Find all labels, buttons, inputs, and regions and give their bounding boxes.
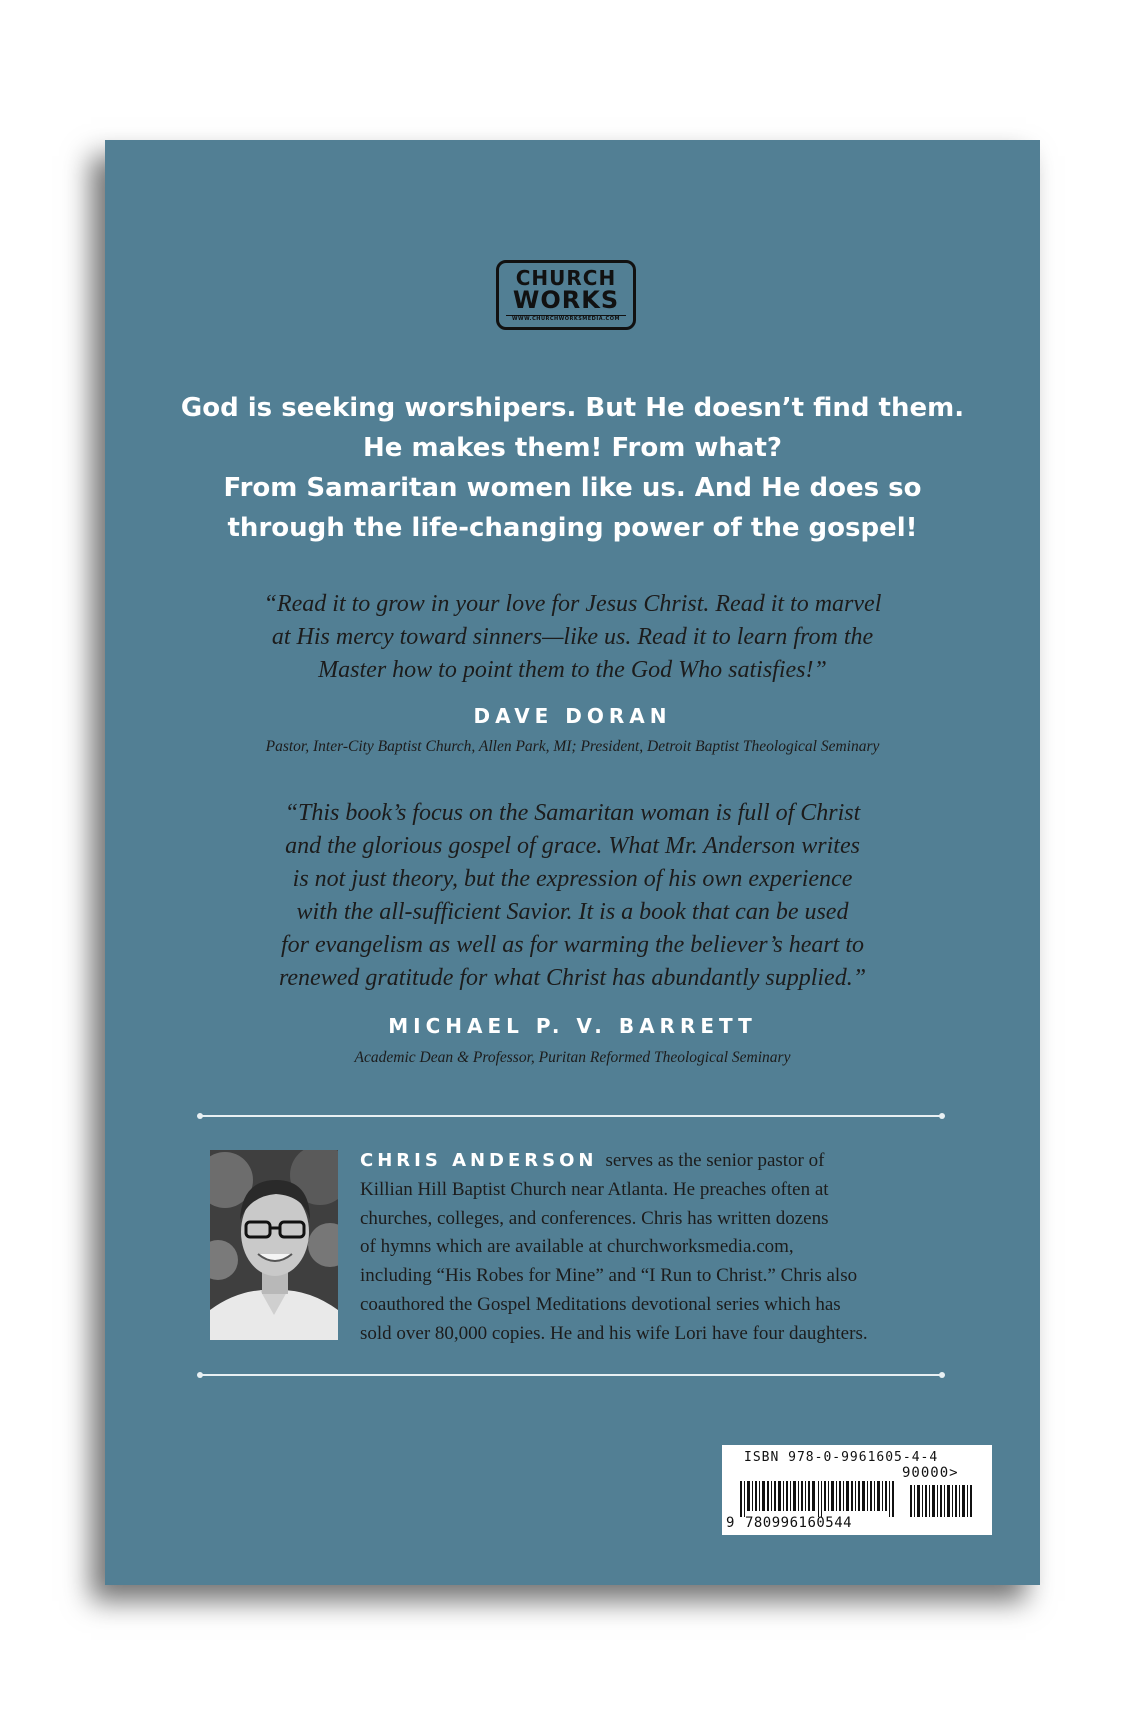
bio-author-name: CHRIS ANDERSON: [360, 1150, 598, 1171]
endorsement-quote-1: [145, 588, 1000, 687]
author-bio: [360, 1147, 950, 1349]
isbn-barcode: [722, 1445, 992, 1535]
endorsement-quote-2: [145, 797, 1000, 995]
divider-bottom: [200, 1374, 942, 1376]
headline-line: From Samaritan women like us. And He does so: [223, 473, 922, 503]
quote-line: renewed gratitude for what Christ has abundantly supplied.”: [278, 965, 867, 991]
book-back-cover: [105, 140, 1040, 1585]
ean-first-digit: 9: [726, 1515, 735, 1531]
endorsement-author-2: MICHAEL P. V. BARRETT: [388, 1014, 757, 1038]
quote-line: “This book’s focus on the Samaritan woman is full of Christ: [284, 800, 861, 826]
author-photo: [210, 1150, 338, 1340]
headline-line: through the life-changing power of the gospel!: [227, 513, 918, 543]
bio-line: of hymns which are available at churchworksmedia.com,: [360, 1236, 794, 1258]
quote-line: is not just theory, but the expression of his own experience: [292, 866, 853, 892]
endorsement-affiliation-1: Pastor, Inter-City Baptist Church, Allen Park, MI; President, Detroit Baptist Theological Seminary: [265, 738, 880, 755]
bio-line: coauthored the Gospel Meditations devotional series which has: [360, 1293, 841, 1315]
price-code: 90000>: [902, 1465, 959, 1481]
logo-url: WWW.CHURCHWORKSMEDIA.COM: [506, 315, 626, 322]
logo-line-1: CHURCH: [515, 266, 617, 290]
barcode-bars: [732, 1467, 987, 1517]
quote-line: with the all-sufficient Savior. It is a book that can be used: [296, 899, 849, 925]
quote-line: Master how to point them to the God Who satisfies!”: [318, 657, 827, 683]
quote-line: and the glorious gospel of grace. What Mr. Anderson writes: [285, 833, 860, 859]
divider-top: [200, 1115, 942, 1117]
bio-first-line: [360, 1147, 950, 1176]
headline: [145, 388, 1000, 548]
bio-line: sold over 80,000 copies. He and his wife Lori have four daughters.: [360, 1322, 868, 1344]
quote-line: for evangelism as well as for warming the believer’s heart to: [280, 932, 865, 958]
quote-line: “Read it to grow in your love for Jesus Christ. Read it to marvel: [263, 591, 882, 617]
ean-number: 780996160544: [744, 1515, 853, 1531]
isbn-number: ISBN 978-0-9961605-4-4: [744, 1450, 939, 1465]
quote-line: at His mercy toward sinners—like us. Read it to learn from the: [271, 624, 874, 650]
headline-line: God is seeking worshipers. But He doesn’t find them.: [180, 393, 965, 423]
ean-digits: [726, 1515, 852, 1531]
headline-line: He makes them! From what?: [363, 433, 782, 463]
bio-line: churches, colleges, and conferences. Chris has written dozens: [360, 1207, 829, 1229]
bio-first-line-text: serves as the senior pastor of: [605, 1150, 825, 1171]
bio-line: including “His Robes for Mine” and “I Run to Christ.” Chris also: [360, 1265, 858, 1287]
church-works-logo: [496, 260, 636, 330]
endorsement-author-1: DAVE DORAN: [473, 704, 672, 728]
logo-line-2: WORKS: [512, 286, 620, 314]
bio-line: Killian Hill Baptist Church near Atlanta. He preaches often at: [360, 1178, 829, 1200]
endorsement-affiliation-2: Academic Dean & Professor, Puritan Reformed Theological Seminary: [354, 1049, 791, 1066]
